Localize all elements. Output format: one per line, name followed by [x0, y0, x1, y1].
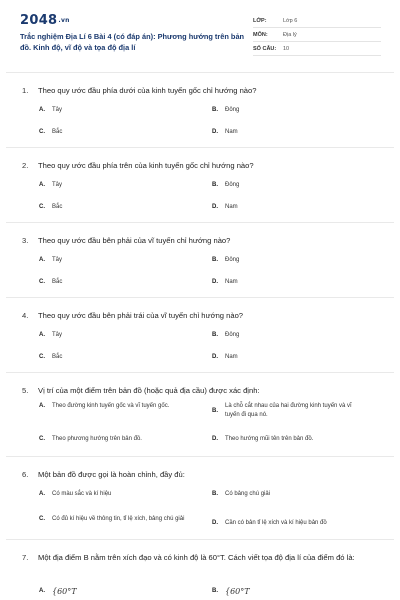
question-item: [0, 148, 400, 222]
option-text: Tây: [52, 182, 63, 188]
meta-row-class: [253, 14, 381, 28]
option-key: C.: [39, 204, 45, 210]
option-text: {60°T: [225, 587, 250, 596]
option-b[interactable]: [212, 181, 365, 190]
question-text: Vị trí của một điểm trên bản đồ (hoặc quả địa cầu) được xác định:: [38, 386, 260, 395]
option-key: C.: [39, 436, 45, 442]
option-a[interactable]: [39, 402, 192, 411]
option-text: Cần có bản tỉ lệ xích và kí hiệu bản đồ: [225, 520, 327, 526]
question-item: [0, 298, 400, 372]
option-b[interactable]: [212, 106, 365, 115]
option-key: B.: [212, 257, 218, 263]
meta-label: LỚP:: [253, 17, 267, 24]
option-key: B.: [212, 588, 218, 594]
question-row: [22, 85, 382, 97]
option-d[interactable]: [212, 278, 365, 287]
option-c[interactable]: [39, 128, 192, 137]
option-text: Là chỗ cắt nhau của hai đường kinh tuyến và vĩ tuyến đi qua nó.: [225, 403, 352, 418]
question-number: 4.: [22, 311, 29, 320]
question-item: [0, 457, 400, 539]
option-d[interactable]: [212, 519, 395, 528]
option-a[interactable]: [39, 106, 192, 115]
option-key: A.: [39, 107, 45, 113]
question-number: 3.: [22, 236, 29, 245]
option-text: Bắc: [52, 204, 63, 210]
option-text: Bắc: [52, 129, 63, 135]
question-text: Một địa điểm B nằm trên xích đạo và có kinh độ là 60°T. Cách viết tọa độ địa lí của điểm đó là:: [38, 553, 355, 562]
question-text: Một bản đồ được gọi là hoàn chỉnh, đầy đủ:: [38, 470, 185, 479]
option-text: Bắc: [52, 354, 63, 360]
option-key: D.: [212, 520, 218, 526]
option-d[interactable]: [212, 203, 365, 212]
option-text: Có đủ kí hiệu về thông tin, tỉ lệ xích, bảng chú giải: [52, 516, 185, 522]
option-text: Nam: [225, 279, 238, 285]
option-text: Theo hướng mũi tên trên bản đồ.: [225, 436, 314, 442]
option-text: Theo đường kinh tuyến gốc và vĩ tuyến gốc.: [52, 403, 170, 409]
option-key: C.: [39, 279, 45, 285]
meta-value: 10: [283, 45, 290, 52]
option-text: Bắc: [52, 279, 63, 285]
question-item: [0, 540, 400, 600]
option-a[interactable]: [39, 331, 192, 340]
option-d[interactable]: [212, 353, 365, 362]
question-row: [22, 310, 382, 322]
option-c[interactable]: [39, 278, 192, 287]
question-item: [0, 373, 400, 456]
option-key: D.: [212, 354, 218, 360]
question-text: Theo quy ước đầu phía dưới của kinh tuyến gốc chỉ hướng nào?: [38, 86, 257, 95]
question-row: [22, 552, 382, 564]
option-c[interactable]: [39, 203, 192, 212]
question-row: [22, 235, 382, 247]
meta-value: Địa lý: [283, 31, 297, 38]
option-key: D.: [212, 279, 218, 285]
option-a[interactable]: [39, 256, 192, 265]
option-b[interactable]: [212, 490, 365, 499]
option-key: C.: [39, 354, 45, 360]
option-a[interactable]: [39, 587, 192, 596]
question-item: [0, 223, 400, 297]
option-a[interactable]: [39, 181, 192, 190]
question-list: [0, 72, 400, 600]
option-key: A.: [39, 257, 45, 263]
option-text: Đông: [225, 257, 240, 263]
option-text: Nam: [225, 129, 238, 135]
option-key: B.: [212, 107, 218, 113]
option-key: A.: [39, 403, 45, 409]
question-number: 6.: [22, 470, 29, 479]
page-header: [0, 0, 400, 66]
meta-value: Lớp 6: [283, 17, 298, 24]
question-number: 7.: [22, 553, 29, 562]
question-number: 1.: [22, 86, 29, 95]
option-key: C.: [39, 129, 45, 135]
logo-suffix: .vn: [58, 17, 70, 24]
option-c[interactable]: [39, 435, 192, 444]
question-row: [22, 160, 382, 172]
option-c[interactable]: [39, 515, 192, 524]
question-number: 2.: [22, 161, 29, 170]
option-d[interactable]: [212, 128, 365, 137]
meta-label: MÔN:: [253, 31, 268, 38]
option-d[interactable]: [212, 435, 365, 444]
question-text: Theo quy ước đầu phía trên của kinh tuyến gốc chỉ hướng nào?: [38, 161, 254, 170]
option-key: A.: [39, 332, 45, 338]
option-key: D.: [212, 129, 218, 135]
option-b[interactable]: [212, 331, 365, 340]
question-text: Theo quy ước đầu bên phải của vĩ tuyến chỉ hướng nào?: [38, 236, 231, 245]
question-item: [0, 73, 400, 147]
option-key: B.: [212, 491, 218, 497]
question-number: 5.: [22, 386, 29, 395]
option-b[interactable]: [212, 402, 365, 420]
option-b[interactable]: [212, 256, 365, 265]
logo-text: 2048: [20, 13, 58, 28]
question-row: [22, 385, 382, 397]
option-key: D.: [212, 436, 218, 442]
option-text: Có màu sắc và kí hiệu: [52, 491, 112, 497]
option-text: Nam: [225, 204, 238, 210]
meta-panel: [253, 14, 381, 56]
option-text: Đông: [225, 107, 240, 113]
meta-row-count: [253, 42, 381, 56]
question-text: Theo quy ước đầu bên phải trái của vĩ tuyến chỉ hướng nào?: [38, 311, 244, 320]
option-text: Tây: [52, 332, 63, 338]
page-title: Trắc nghiệm Địa Lí 6 Bài 4 (có đáp án): Phương hướng trên bản đồ. Kinh độ, vĩ độ và tọa độ địa lí: [20, 32, 245, 52]
option-key: A.: [39, 588, 45, 594]
option-key: B.: [212, 407, 218, 414]
option-c[interactable]: [39, 353, 192, 362]
option-text: Nam: [225, 354, 238, 360]
option-key: A.: [39, 182, 45, 188]
site-logo[interactable]: [20, 13, 70, 28]
option-key: C.: [39, 516, 45, 522]
option-b[interactable]: [212, 587, 365, 596]
option-key: B.: [212, 182, 218, 188]
option-text: Có bảng chú giải: [225, 491, 271, 497]
option-text: Theo phương hướng trên bản đồ.: [52, 436, 142, 442]
option-text: Tây: [52, 107, 63, 113]
option-text: Đông: [225, 332, 240, 338]
option-key: D.: [212, 204, 218, 210]
option-text: Đông: [225, 182, 240, 188]
option-a[interactable]: [39, 490, 192, 499]
option-text: {60°T: [52, 587, 77, 596]
option-key: A.: [39, 491, 45, 497]
question-row: [22, 469, 382, 481]
meta-row-subject: [253, 28, 381, 42]
option-key: B.: [212, 332, 218, 338]
meta-label: SỐ CÂU:: [253, 45, 277, 52]
option-text: Tây: [52, 257, 63, 263]
